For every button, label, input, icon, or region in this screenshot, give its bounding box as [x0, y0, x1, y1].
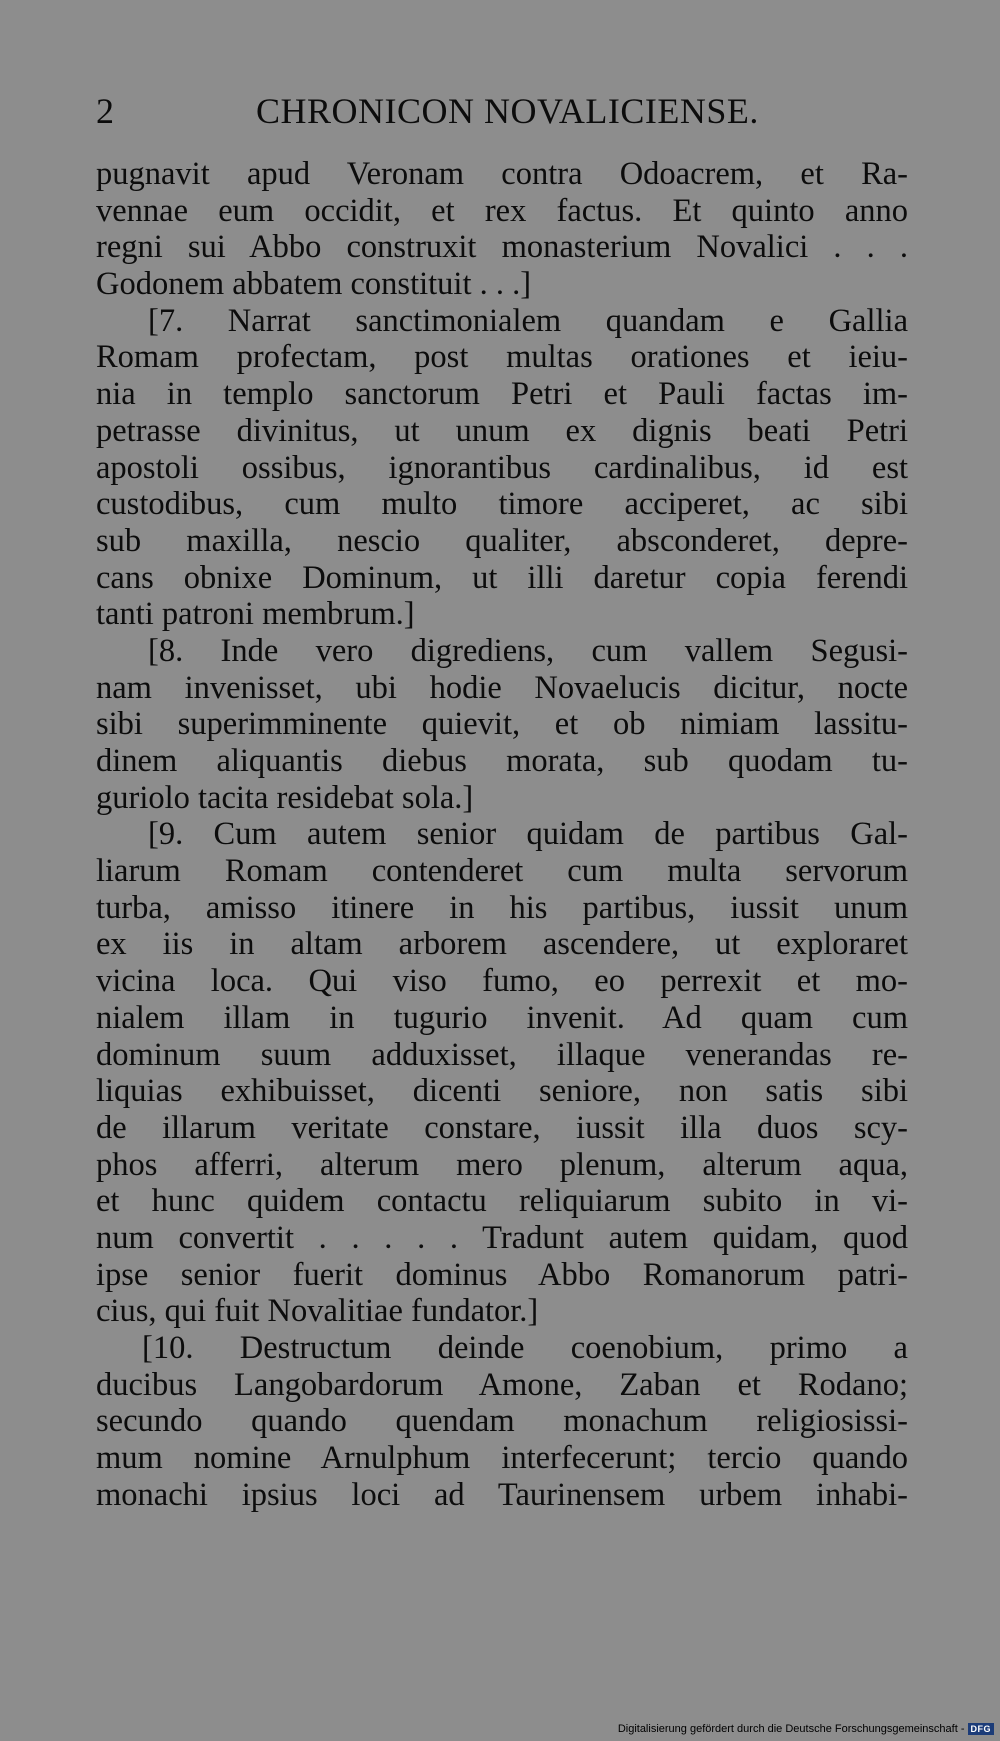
text-line: monachi ipsius loci ad Taurinensem urbem inhabi- [96, 1476, 908, 1513]
text-line: mum nomine Arnulphum interfecerunt; tercio quando [96, 1440, 908, 1477]
text-line: Godonem abbatem constituit . . .] [96, 266, 532, 303]
text-line: turba, amisso itinere in his partibus, iussit unum [96, 889, 908, 926]
text-line: [8. Inde vero digrediens, cum vallem Segusi- [148, 632, 908, 669]
text-line: guriolo tacita residebat sola.] [96, 779, 474, 816]
text-line: nialem illam in tugurio invenit. Ad quam cum [96, 999, 908, 1036]
digitization-footer [618, 1723, 994, 1735]
text-line: [9. Cum autem senior quidam de partibus Gal- [148, 816, 908, 853]
text-line: Romam profectam, post multas orationes et ieiu- [96, 339, 908, 376]
text-line: sibi superimminente quievit, et ob nimiam lassitu- [96, 706, 908, 743]
text-line: ipse senior fuerit dominus Abbo Romanorum patri- [96, 1256, 908, 1293]
text-line: liquias exhibuisset, dicenti seniore, non satis sibi [96, 1073, 908, 1110]
text-line: [7. Narrat sanctimonialem quandam e Gallia [148, 302, 908, 339]
text-line: dinem aliquantis diebus morata, sub quodam tu- [96, 743, 908, 779]
dfg-logo-icon: DFG [968, 1723, 995, 1735]
text-line: secundo quando quendam monachum religiosissi- [96, 1403, 908, 1440]
text-line: sub maxilla, nescio qualiter, absconderet, depre- [96, 522, 908, 559]
text-line: [10. Destructum deinde coenobium, primo a [142, 1330, 908, 1366]
text-line: ducibus Langobardorum Amone, Zaban et Rodano; [96, 1366, 908, 1403]
text-line: et hunc quidem contactu reliquiarum subito in vi- [96, 1183, 908, 1220]
text-line: dominum suum adduxisset, illaque venerandas re- [96, 1036, 908, 1073]
text-line: apostoli ossibus, ignorantibus cardinalibus, id est [96, 449, 908, 486]
text-line: phos afferri, alterum mero plenum, alterum aqua, [96, 1146, 908, 1183]
text-line: vicina loca. Qui viso fumo, eo perrexit et mo- [96, 963, 908, 1000]
text-line: cius, qui fuit Novalitiae fundator.] [96, 1293, 539, 1330]
text-line: vennae eum occidit, et rex factus. Et quinto anno [96, 192, 908, 229]
text-line: ex iis in altam arborem ascendere, ut exploraret [96, 926, 908, 963]
text-line: nam invenisset, ubi hodie Novaelucis dicitur, nocte [96, 669, 908, 706]
body-text [96, 156, 908, 1513]
text-line: nia in templo sanctorum Petri et Pauli factas im- [96, 376, 908, 413]
text-line: liarum Romam contenderet cum multa servorum [96, 853, 908, 890]
text-line: petrasse divinitus, ut unum ex dignis beati Petri [96, 412, 908, 449]
page-header [96, 86, 896, 136]
page-number: 2 [96, 91, 115, 131]
text-line: cans obnixe Dominum, ut illi daretur copia ferendi [96, 559, 908, 596]
running-title: CHRONICON NOVALICIENSE. [256, 91, 759, 131]
text-line: regni sui Abbo construxit monasterium Novalici . . . [96, 229, 908, 266]
text-line: pugnavit apud Veronam contra Odoacrem, et Ra- [96, 156, 908, 192]
text-line: num convertit . . . . . Tradunt autem quidam, quod [96, 1219, 908, 1256]
text-line: tanti patroni membrum.] [96, 596, 415, 633]
funding-notice: Digitalisierung gefördert durch die Deutsche Forschungsgemeinschaft - [617, 1723, 965, 1735]
text-line: de illarum veritate constare, iussit illa duos scy- [96, 1109, 908, 1146]
text-line: custodibus, cum multo timore acciperet, ac sibi [96, 486, 908, 523]
